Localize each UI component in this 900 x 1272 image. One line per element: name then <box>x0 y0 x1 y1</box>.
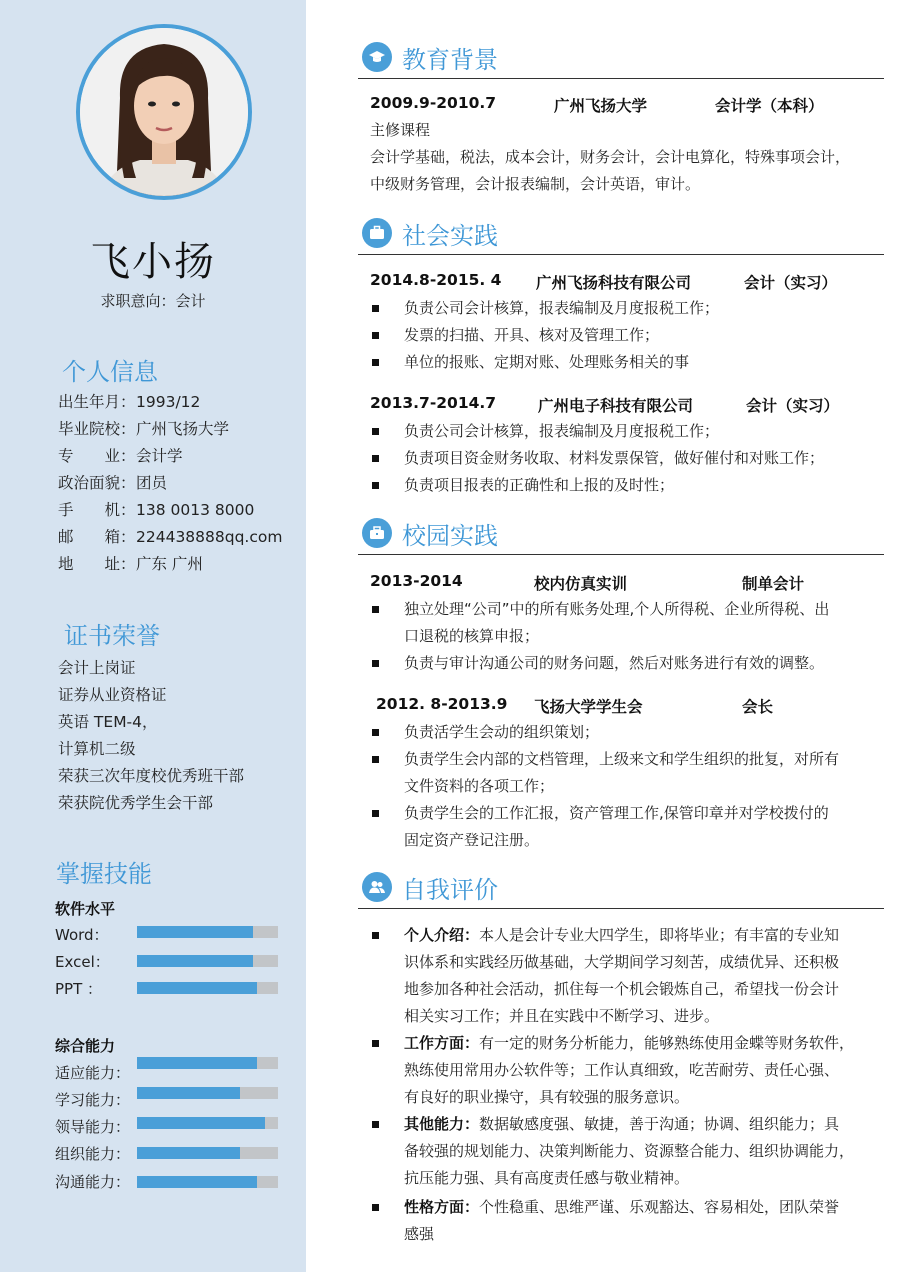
profile-photo <box>76 24 252 200</box>
ability-bar-learn <box>137 1087 278 1099</box>
ability-label: 适应能力： <box>55 1064 131 1082</box>
campus-role: 制单会计 <box>742 575 805 593</box>
self-line: 地参加各种社会活动，抓住每一个机会锻炼自己，希望找一份会计 <box>404 980 840 998</box>
candidate-name: 飞小扬 <box>90 239 216 285</box>
ability-bar-lead <box>137 1117 278 1129</box>
job-org: 广州飞扬科技有限公司 <box>536 274 692 292</box>
info-row: 邮 箱：224438888qq.com <box>58 528 283 546</box>
ability-bar-adapt <box>137 1057 278 1069</box>
self-line: 识体系和实践经历做基础，大学期间学习刻苦，成绩优异、还积极 <box>404 953 840 971</box>
self-line: 抗压能力强、具有高度责任感与敬业精神。 <box>404 1169 690 1187</box>
skill-bar-excel <box>137 955 278 967</box>
self-line: 相关实习工作；并且在实践中不断学习、进步。 <box>404 1007 720 1025</box>
campus-date: 2012. 8-2013.9 <box>376 695 508 713</box>
people-icon <box>362 872 392 902</box>
course-list: 中级财务管理，会计报表编制，会计英语，审计。 <box>370 175 701 193</box>
info-row: 出生年月：1993/12 <box>58 393 201 411</box>
job-org: 广州电子科技有限公司 <box>538 397 694 415</box>
ability-label: 沟通能力： <box>55 1173 131 1191</box>
info-row: 手 机：138 0013 8000 <box>58 501 255 519</box>
ability-title: 综合能力 <box>55 1037 116 1055</box>
course-label: 主修课程 <box>370 121 431 139</box>
cert-item: 英语 TEM-4， <box>58 713 158 731</box>
info-row: 毕业院校：广州飞扬大学 <box>58 420 230 438</box>
skill-bar-ppt <box>137 982 278 994</box>
personal-info-title: 个人信息 <box>62 358 158 386</box>
campus-bullet-cont: 口退税的核算申报； <box>404 627 540 645</box>
toolbox-icon <box>362 518 392 548</box>
main-content: 教育背景 2009.9-2010.7 广州飞扬大学 会计学（本科） 主修课程 会计学基础，税法，成本会计，财务会计，会计电算化，特殊事项会计， 中级财务管理，会计报表编制，会计英语，审计。 社会实践 2014.8-2015. 4 广州飞扬科技有限公司 会计（实习） 负责公司会计核算，报表编制及月度报税工作； 发票的扫描、开具、核对及管理工作； 单位的报账、定期对账、处理账务相关的事 2013.7-2014.7 广州电子科技有限公司 会计（实习） 负责公司会计核算，报表编制及月度报税工作； 负责项目资金财务收取、材料发票保管，做好催付和对账工作； 负责项目报表的正确性和上报的及时性； 校园实践 2013-2014 校内仿真实训 制单会计 独立处理“公司”中的所有账务处理,个人所得税、企业所得税、出 口退税的核算申报； 负责与审计沟通公司的财务问题，然后对账务进行有效的调整。 2012. 8-2013.9 飞扬大学学生会 会长 负责活学生会动的组织策划； 负责学生会内部的文档管理，上级来文和学生组织的批复，对所有 文件资料的各项工作； 负责学生会的工作汇报，资产管理工作,保管印章并对学校拨付的 固定资产登记注册。 自我评价 个人介绍：本人是会计专业大四学生，即将毕业；有丰富的专业知 识体系和实践经历做基础，大学期间学习刻苦，成绩优异、还积极 地参加各种社会活动，抓住每一个机会锻炼自己，希望找一份会计 相关实习工作；并且在实践中不断学习、进步。 工作方面：有一定的财务分析能力，能够熟练使用金蝶等财务软件， 熟练使用常用办公软件等；工作认真细致，吃苦耐劳、责任心强、 有良好的职业操守，具有较强的服务意识。 其他能力：数据敏感度强、敏捷，善于沟通；协调、组织能力；具 备较强的规划能力、决策判断能力、资源整合能力、组织协调能力， 抗压能力强、具有高度责任感与敬业精神。 性格方面：个性稳重、思维严谨、乐观豁达、容易相处，团队荣誉 感强 <box>306 0 900 1272</box>
skill-label: Excel： <box>55 953 110 971</box>
edu-major: 会计学（本科） <box>715 97 824 115</box>
course-list: 会计学基础，税法，成本会计，财务会计，会计电算化，特殊事项会计， <box>370 148 851 166</box>
campus-org: 校内仿真实训 <box>534 575 628 593</box>
ability-label: 组织能力： <box>55 1145 131 1163</box>
software-title: 软件水平 <box>55 900 116 918</box>
social-section <box>358 214 884 255</box>
job-date: 2013.7-2014.7 <box>370 394 497 412</box>
self-title: 自我评价 <box>402 876 498 904</box>
sidebar <box>0 0 306 1272</box>
self-line: 熟练使用常用办公软件等；工作认真细致，吃苦耐劳、责任心强、 <box>404 1061 840 1079</box>
job-role: 会计（实习） <box>744 274 838 292</box>
campus-section <box>358 514 884 555</box>
ability-bar-organize <box>137 1147 278 1159</box>
education-title: 教育背景 <box>402 46 498 74</box>
skill-bar-word <box>137 926 278 938</box>
cert-item: 计算机二级 <box>58 740 136 758</box>
self-line: 备较强的规划能力、决策判断能力、资源整合能力、组织协调能力， <box>404 1142 855 1160</box>
education-section <box>358 38 884 79</box>
info-row: 专 业：会计学 <box>58 447 183 465</box>
cert-item: 证券从业资格证 <box>58 686 167 704</box>
edu-school: 广州飞扬大学 <box>554 97 648 115</box>
graduation-cap-icon <box>362 42 392 72</box>
edu-date: 2009.9-2010.7 <box>370 94 497 112</box>
job-role: 会计（实习） <box>746 397 840 415</box>
ability-label: 领导能力： <box>55 1118 131 1136</box>
info-row: 地 址：广东 广州 <box>58 555 203 573</box>
briefcase-icon <box>362 218 392 248</box>
info-row: 政治面貌：团员 <box>58 474 168 492</box>
cert-item: 荣获三次年度校优秀班干部 <box>58 767 245 785</box>
skill-label: Word： <box>55 926 109 944</box>
campus-bullet-cont: 文件资料的各项工作； <box>404 777 555 795</box>
campus-date: 2013-2014 <box>370 572 463 590</box>
skill-label: PPT ： <box>55 980 103 998</box>
ability-label: 学习能力： <box>55 1091 131 1109</box>
cert-item: 会计上岗证 <box>58 659 136 677</box>
self-section <box>358 868 884 909</box>
job-intent: 求职意向：会计 <box>100 292 206 310</box>
certs-title: 证书荣誉 <box>64 622 160 650</box>
campus-bullet-cont: 固定资产登记注册。 <box>404 831 540 849</box>
skills-title: 掌握技能 <box>56 860 152 888</box>
campus-title: 校园实践 <box>402 522 498 550</box>
self-line: 有良好的职业操守，具有较强的服务意识。 <box>404 1088 690 1106</box>
campus-org: 飞扬大学学生会 <box>534 698 643 716</box>
cert-item: 荣获院优秀学生会干部 <box>58 794 214 812</box>
ability-bar-communicate <box>137 1176 278 1188</box>
social-title: 社会实践 <box>402 222 498 250</box>
campus-role: 会长 <box>742 698 774 716</box>
job-date: 2014.8-2015. 4 <box>370 271 502 289</box>
self-line: 感强 <box>404 1225 435 1243</box>
